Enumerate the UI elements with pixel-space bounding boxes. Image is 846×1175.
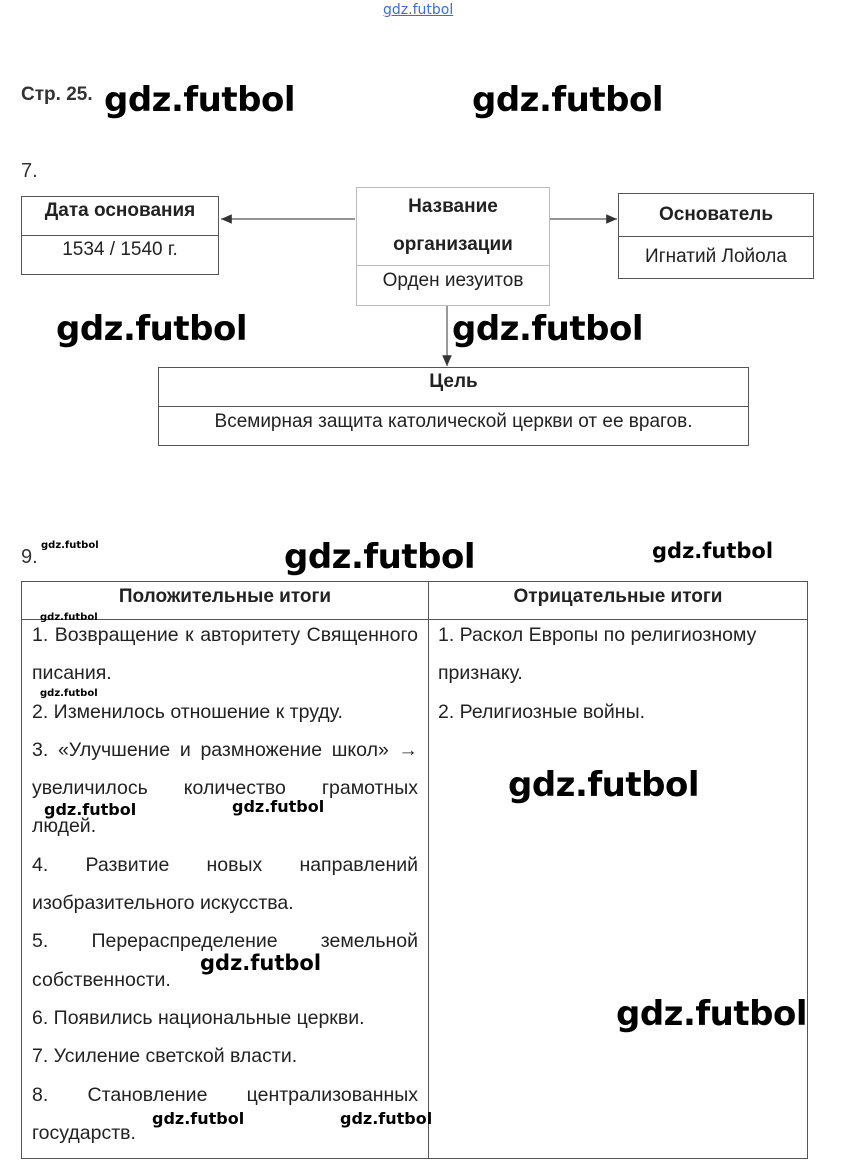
organization-header-line1: Название — [408, 196, 498, 217]
positive-header: Положительные итоги — [118, 586, 332, 607]
organization-header — [357, 188, 549, 266]
watermark: gdz.futbol — [200, 951, 322, 975]
goal-box — [158, 367, 749, 446]
goal-header: Цель — [159, 368, 748, 407]
watermark: gdz.futbol — [616, 994, 807, 1034]
watermark: gdz.futbol — [508, 765, 699, 805]
positive-item: 4. Развитие новых направлений изобразительного искусства. — [32, 853, 418, 915]
watermark-top-link[interactable]: gdz.futbol — [383, 2, 454, 18]
founding-date-value: 1534 / 1540 г. — [62, 239, 178, 260]
column-divider — [428, 582, 429, 1158]
positive-item: 8. Становление централизованных государств. — [32, 1083, 418, 1144]
positive-item: 3. «Улучшение и размножение школ» → увеличилось количество грамотных людей. — [32, 738, 418, 838]
watermark: gdz.futbol — [56, 309, 247, 349]
positive-item: 6. Появились национальные церкви. — [32, 1006, 365, 1029]
negative-item: 2. Религиозные войны. — [438, 700, 645, 723]
founder-header: Основатель — [619, 194, 813, 237]
watermark: gdz.futbol — [41, 540, 99, 551]
watermark: gdz.futbol — [44, 800, 137, 819]
positive-item: 5. Перераспределение земельной собственности. — [32, 930, 418, 991]
watermark: gdz.futbol — [40, 612, 98, 623]
positive-item: 1. Возвращение к авторитету Священного писания. — [32, 624, 418, 685]
founding-date-header: Дата основания — [22, 197, 218, 236]
page-reference: Стр. 25. — [21, 84, 93, 105]
founder-box — [618, 193, 814, 279]
founding-date-box — [21, 196, 219, 275]
watermark: gdz.futbol — [472, 80, 663, 120]
watermark: gdz.futbol — [652, 539, 774, 563]
watermark: gdz.futbol — [152, 1109, 245, 1128]
results-table — [21, 581, 808, 1159]
watermark: gdz.futbol — [452, 309, 643, 349]
organization-value: Орден иезуитов — [382, 270, 524, 291]
negative-item: 1. Раскол Европы по религиозному признаку. — [438, 624, 757, 685]
watermark: gdz.futbol — [284, 537, 475, 577]
organization-box — [356, 187, 550, 306]
negative-header: Отрицательные итоги — [513, 586, 723, 607]
task-7-number: 7. — [21, 160, 38, 182]
watermark: gdz.futbol — [104, 80, 295, 120]
goal-value: Всемирная защита католической церкви от ее врагов. — [214, 411, 693, 432]
watermark: gdz.futbol — [40, 688, 98, 699]
watermark: gdz.futbol — [232, 797, 325, 816]
task-9-number: 9. — [21, 546, 38, 568]
negative-list — [438, 616, 800, 731]
positive-item: 7. Усиление светской власти. — [32, 1045, 298, 1068]
positive-item: 2. Изменилось отношение к труду. — [32, 700, 343, 723]
watermark: gdz.futbol — [340, 1109, 433, 1128]
organization-header-line2: организации — [393, 234, 513, 255]
founder-value: Игнатий Лойола — [645, 246, 787, 267]
